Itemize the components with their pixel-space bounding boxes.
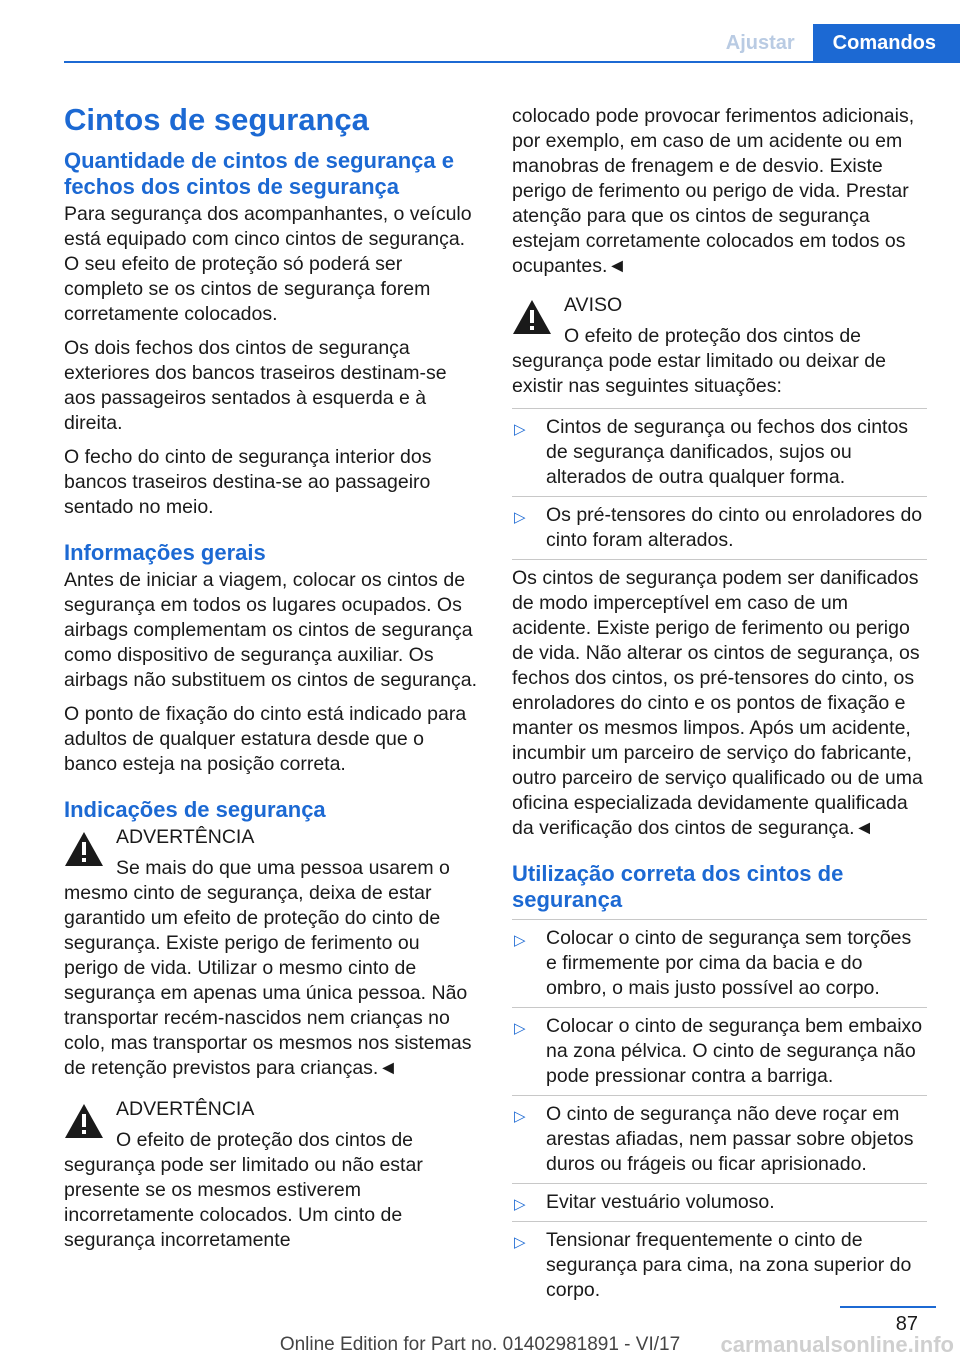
notice-title: AVISO bbox=[564, 294, 623, 316]
notice-block bbox=[512, 293, 927, 399]
paragraph: O fecho do cinto de segurança interior dos bancos traseiros destina-se ao passageiro sentado no meio. bbox=[64, 446, 432, 518]
triangle-right-icon: ▷ bbox=[514, 1234, 526, 1251]
left-column bbox=[64, 98, 479, 1262]
notice-list bbox=[512, 408, 927, 560]
list-item: ▷ Colocar o cinto de segurança bem embaixo na zona pélvica. O cinto de segurança não pode pressionar contra a barriga. bbox=[512, 1008, 927, 1096]
list-item: ▷ Cintos de segurança ou fechos dos cintos de segurança danificados, sujos ou alterados de outra qualquer forma. bbox=[512, 409, 927, 497]
page-title: Cintos de segurança bbox=[64, 102, 369, 137]
watermark: carmanualsonline.info bbox=[720, 1332, 954, 1357]
paragraph: Para segurança dos acompanhantes, o veículo está equipado com cinco cintos de segurança. O seu efeito de proteção só poderá ser completo se os cintos de segurança forem corretamente colocados. bbox=[64, 203, 472, 325]
warning-triangle-icon bbox=[512, 299, 552, 335]
paragraph: Antes de iniciar a viagem, colocar os cintos de segurança em todos os lugares ocupados. Os airbags complementam os cintos de segurança como dispositivo de segurança auxiliar. Os airbags não substituem os cintos de segurança. bbox=[64, 569, 477, 691]
paragraph: Os cintos de segurança podem ser danificados de modo imperceptível em caso de um acidente. Existe perigo de ferimento ou perigo de vida. Não alterar os cintos de segurança, os fechos dos cintos, os pré-tensores do cinto, os enroladores do cinto e os pontos de fixação e manter os mesmos limpos. Após um acidente, incumbir um parceiro de serviço do fabricante, outro parceiro de serviço qualificado ou de uma oficina especializada devidamente qualificada da verificação dos cintos de segurança.◄ bbox=[512, 567, 923, 839]
warning-title: ADVERTÊNCIA bbox=[116, 826, 255, 848]
tab-ajustar[interactable]: Ajustar bbox=[708, 24, 813, 62]
correct-use-list bbox=[512, 919, 927, 1309]
notice-text: O efeito de proteção dos cintos de segurança pode estar limitado ou deixar de existir nas seguintes situações: bbox=[512, 325, 886, 397]
triangle-right-icon: ▷ bbox=[514, 1196, 526, 1213]
section-heading-quantity: Quantidade de cintos de segurança e fechos dos cintos de segurança bbox=[64, 148, 454, 199]
section-heading-general: Informações gerais bbox=[64, 540, 266, 565]
list-item: ▷ Colocar o cinto de segurança sem torções e firmemente por cima da bacia e do ombro, o mais justo possível ao corpo. bbox=[512, 920, 927, 1008]
edition-footer: Online Edition for Part no. 01402981891 - VI/17 bbox=[279, 1334, 681, 1355]
warning-title: ADVERTÊNCIA bbox=[116, 1098, 255, 1120]
section-heading-safety: Indicações de segurança bbox=[64, 797, 326, 822]
warning-block bbox=[64, 1097, 479, 1253]
triangle-right-icon: ▷ bbox=[514, 932, 526, 949]
tab-comandos[interactable]: Comandos bbox=[813, 24, 960, 62]
paragraph: colocado pode provocar ferimentos adicionais, por exemplo, em caso de um acidente ou em manobras de frenagem e de desvio. Existe perigo de ferimento ou perigo de vida. Prestar atenção para que os cintos de segurança estejam corretamente colocados em todos os ocupantes.◄ bbox=[512, 105, 915, 277]
warning-triangle-icon bbox=[64, 1103, 104, 1139]
paragraph: Os dois fechos dos cintos de segurança exteriores dos bancos traseiros destinam-se aos passageiros sentados à esquerda e à direita. bbox=[64, 337, 447, 434]
warning-text: Se mais do que uma pessoa usarem o mesmo cinto de segurança, deixa de estar garantido um efeito de proteção do cinto de segurança. Existe perigo de ferimento ou perigo de vida. Utilizar o mesmo cinto de segurança em apenas uma única pessoa. Não transportar recém-nascidos nem crianças no colo, mas transportar os mesmos nos sistemas de retenção previstos para crianças.◄ bbox=[64, 857, 472, 1079]
right-column bbox=[512, 104, 927, 1315]
triangle-right-icon: ▷ bbox=[514, 1108, 526, 1125]
list-item: ▷ O cinto de segurança não deve roçar em arestas afiadas, nem passar sobre objetos duros ou frágeis ou ficar aprisionado. bbox=[512, 1096, 927, 1184]
section-heading-correct-use: Utilização correta dos cintos de segurança bbox=[512, 861, 844, 912]
triangle-right-icon: ▷ bbox=[514, 421, 526, 438]
page-number-rule bbox=[840, 1306, 936, 1308]
header-rule bbox=[64, 61, 960, 63]
page-number: 87 bbox=[895, 1313, 918, 1335]
header-tabs bbox=[708, 24, 960, 62]
list-item: ▷ Os pré-tensores do cinto ou enroladores do cinto foram alterados. bbox=[512, 497, 927, 560]
triangle-right-icon: ▷ bbox=[514, 509, 526, 526]
warning-triangle-icon bbox=[64, 831, 104, 867]
paragraph: O ponto de fixação do cinto está indicado para adultos de qualquer estatura desde que o banco esteja na posição correta. bbox=[64, 703, 467, 775]
warning-block bbox=[64, 825, 479, 1081]
list-item: ▷ Evitar vestuário volumoso. bbox=[512, 1184, 927, 1222]
list-item: ▷ Tensionar frequentemente o cinto de segurança para cima, na zona superior do corpo. bbox=[514, 1229, 912, 1301]
triangle-right-icon: ▷ bbox=[514, 1020, 526, 1037]
warning-text: O efeito de proteção dos cintos de segurança pode ser limitado ou não estar presente se os mesmos estiverem incorretamente colocados. Um cinto de segurança incorretamente bbox=[64, 1129, 423, 1251]
